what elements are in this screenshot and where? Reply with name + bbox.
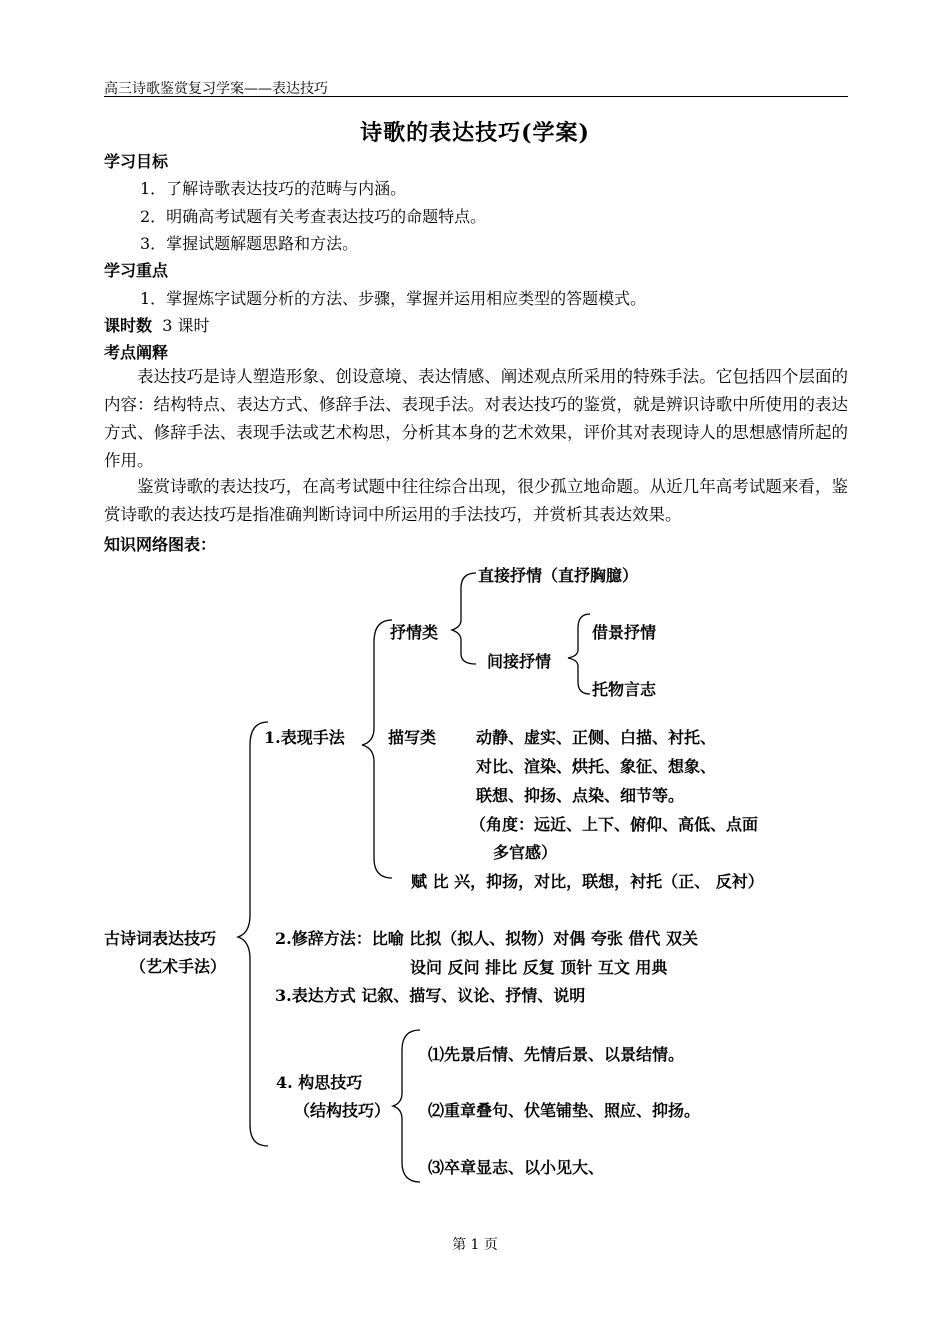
angle-line: 多官感） xyxy=(493,843,558,862)
describe-line: 对比、渲染、烘托、象征、想象、 xyxy=(476,757,717,776)
root-brace xyxy=(238,722,268,1146)
indirect-brace xyxy=(568,614,590,694)
objective-item: 3．掌握试题解题思路和方法。 xyxy=(140,234,359,253)
hours-heading: 课时数 xyxy=(104,316,153,335)
structure-item: ⑶卒章显志、以小见大、 xyxy=(428,1158,605,1177)
structure-item: ⑵重章叠句、伏笔铺垫、照应、抑扬。 xyxy=(428,1101,701,1120)
branch-3: 3.表达方式 记叙、描写、议论、抒情、说明 xyxy=(275,986,586,1005)
map-heading: 知识网络图表： xyxy=(104,535,217,554)
lyric-brace xyxy=(452,573,476,664)
b4-brace xyxy=(393,1030,420,1182)
running-header: 高三诗歌鉴赏复习学案——表达技巧 xyxy=(104,81,328,97)
objectives-heading: 学习目标 xyxy=(104,152,169,171)
focus-item: 1．掌握炼字试题分析的方法、步骤，掌握并运用相应类型的答题模式。 xyxy=(140,289,647,308)
focus-heading: 学习重点 xyxy=(104,261,169,280)
page-title: 诗歌的表达技巧(学案) xyxy=(360,120,590,146)
indirect-lyric: 间接抒情 xyxy=(487,652,552,671)
describe-line: 动静、虚实、正侧、白描、衬托、 xyxy=(476,728,717,747)
structure-item: ⑴先景后情、先情后景、以景结情。 xyxy=(428,1045,685,1064)
fbx-line: 赋 比 兴，抑扬，对比，联想，衬托（正、 反衬） xyxy=(411,872,764,891)
branch-2: 2.修辞方法：比喻 比拟（拟人、拟物）对偶 夸张 借代 双关 xyxy=(275,929,698,948)
hours-value: 3 课时 xyxy=(162,316,210,335)
branch-4-sub: （结构技巧） xyxy=(294,1101,391,1120)
object-lyric: 托物言志 xyxy=(592,680,657,699)
explain-paragraph: 鉴赏诗歌的表达技巧，在高考试题中往往综合出现，很少孤立地命题。从近几年高考试题来看，鉴赏诗歌的表达技巧是指准确判断诗词中所运用的手法技巧，并赏析其表达效果。 xyxy=(104,477,848,524)
objective-item: 1．了解诗歌表达技巧的范畴与内涵。 xyxy=(140,179,407,198)
branch-4: 4. 构思技巧 xyxy=(276,1073,363,1092)
describe-line: 联想、抑扬、点染、细节等。 xyxy=(476,786,685,805)
angle-line: （角度：远近、上下、俯仰、高低、点面 xyxy=(470,815,759,834)
scene-lyric: 借景抒情 xyxy=(592,623,657,642)
describe-class: 描写类 xyxy=(388,728,437,747)
branch-1: 1.表现手法 xyxy=(264,728,345,747)
explain-paragraph: 表达技巧是诗人塑造形象、创设意境、表达情感、阐述观点所采用的特殊手法。它包括四个层面的内容：结构特点、表达方式、修辞手法、表现手法。对表达技巧的鉴赏，就是辨识诗歌中所使用的表达方式、修辞手法、表现手法或艺术构思，分析其本身的艺术效果，评价其对表现诗人的思想感情所起的作用。 xyxy=(104,367,848,470)
branch-2-cont: 设问 反问 排比 反复 顶针 互文 用典 xyxy=(410,958,668,977)
objective-item: 2．明确高考试题有关考查表达技巧的命题特点。 xyxy=(140,207,487,226)
page-number: 第 1 页 xyxy=(452,1237,498,1253)
explain-heading: 考点阐释 xyxy=(104,343,169,362)
mindmap-root-sub: （艺术手法） xyxy=(130,957,227,976)
b1-brace xyxy=(362,620,392,878)
direct-lyric: 直接抒情（直抒胸臆） xyxy=(478,566,639,585)
lyric-class: 抒情类 xyxy=(390,623,439,642)
mindmap-root: 古诗词表达技巧 xyxy=(104,929,217,948)
